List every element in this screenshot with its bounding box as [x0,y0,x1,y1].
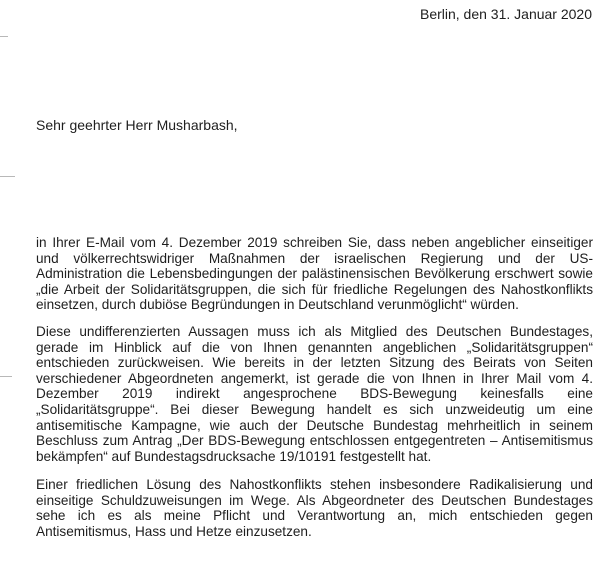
text-line: „die Arbeit der Solidaritätsgruppen, die sich für friedliche Regelungen des Nahostkonflikts [36,281,593,297]
text-line: sehe ich es als meine Pflicht und Verantwortung an, mich entschieden gegen [36,508,593,524]
fold-mark-top [0,36,8,37]
text-line: Einer friedlichen Lösung des Nahostkonflikts stehen insbesondere Radikalisierung und [36,477,593,492]
text-line: Dezember 2019 indirekt angesprochene BDS-Bewegung keinesfalls eine [36,386,593,402]
text-line: verschiedener Abgeordneten angemerkt, ist gerade die von Ihnen in Ihrer Mail vom 4. [36,370,593,386]
paragraph-1 [36,235,593,313]
text-line: Antisemitismus, Hass und Hetze einzusetzen. [36,523,312,539]
text-line: antisemitische Kampagne, wie auch der Deutsche Bundestag mehrheitlich in seinem [36,417,593,433]
text-line: Beschluss zum Antrag „Der BDS-Bewegung entschlossen entgegentreten – Antisemitismus [36,433,593,449]
paragraph-3 [36,477,593,539]
paragraph-2 [36,324,593,464]
salutation: Sehr geehrter Herr Musharbash, [36,117,238,133]
letter-date: Berlin, den 31. Januar 2020 [419,6,592,22]
text-line: Diese undifferenzierten Aussagen muss ich als Mitglied des Deutschen Bundestages, [36,324,593,339]
fold-mark-middle [0,176,15,177]
text-line: und völkerrechtswidriger Maßnahmen der israelischen Regierung und der US- [36,250,593,266]
text-line: Administration die Lebensbedingungen der palästinensischen Bevölkerung erschwert sowie [36,266,593,282]
fold-mark-lower [0,376,12,377]
text-line: „Solidaritätsgruppe“. Bei dieser Bewegung handelt es sich unzweideutig um eine [36,401,593,417]
text-line: in Ihrer E-Mail vom 4. Dezember 2019 schreiben Sie, dass neben angeblicher einseitiger [36,235,593,250]
text-line: gerade im Hinblick auf die von Ihnen genannten angeblichen „Solidaritätsgruppen“ [36,339,593,355]
text-line: einsetzen, durch dubiöse Begründungen in Deutschland verunmöglicht“ würden. [36,297,519,313]
text-line: bekämpfen“ auf Bundestagsdrucksache 19/10191 festgestellt hat. [36,448,432,464]
text-line: entschieden zurückweisen. Wie bereits in der letzten Sitzung des Beirats von Seiten [36,355,593,371]
text-line: einseitige Schuldzuweisungen im Wege. Als Abgeordneter des Deutschen Bundestages [36,492,593,508]
